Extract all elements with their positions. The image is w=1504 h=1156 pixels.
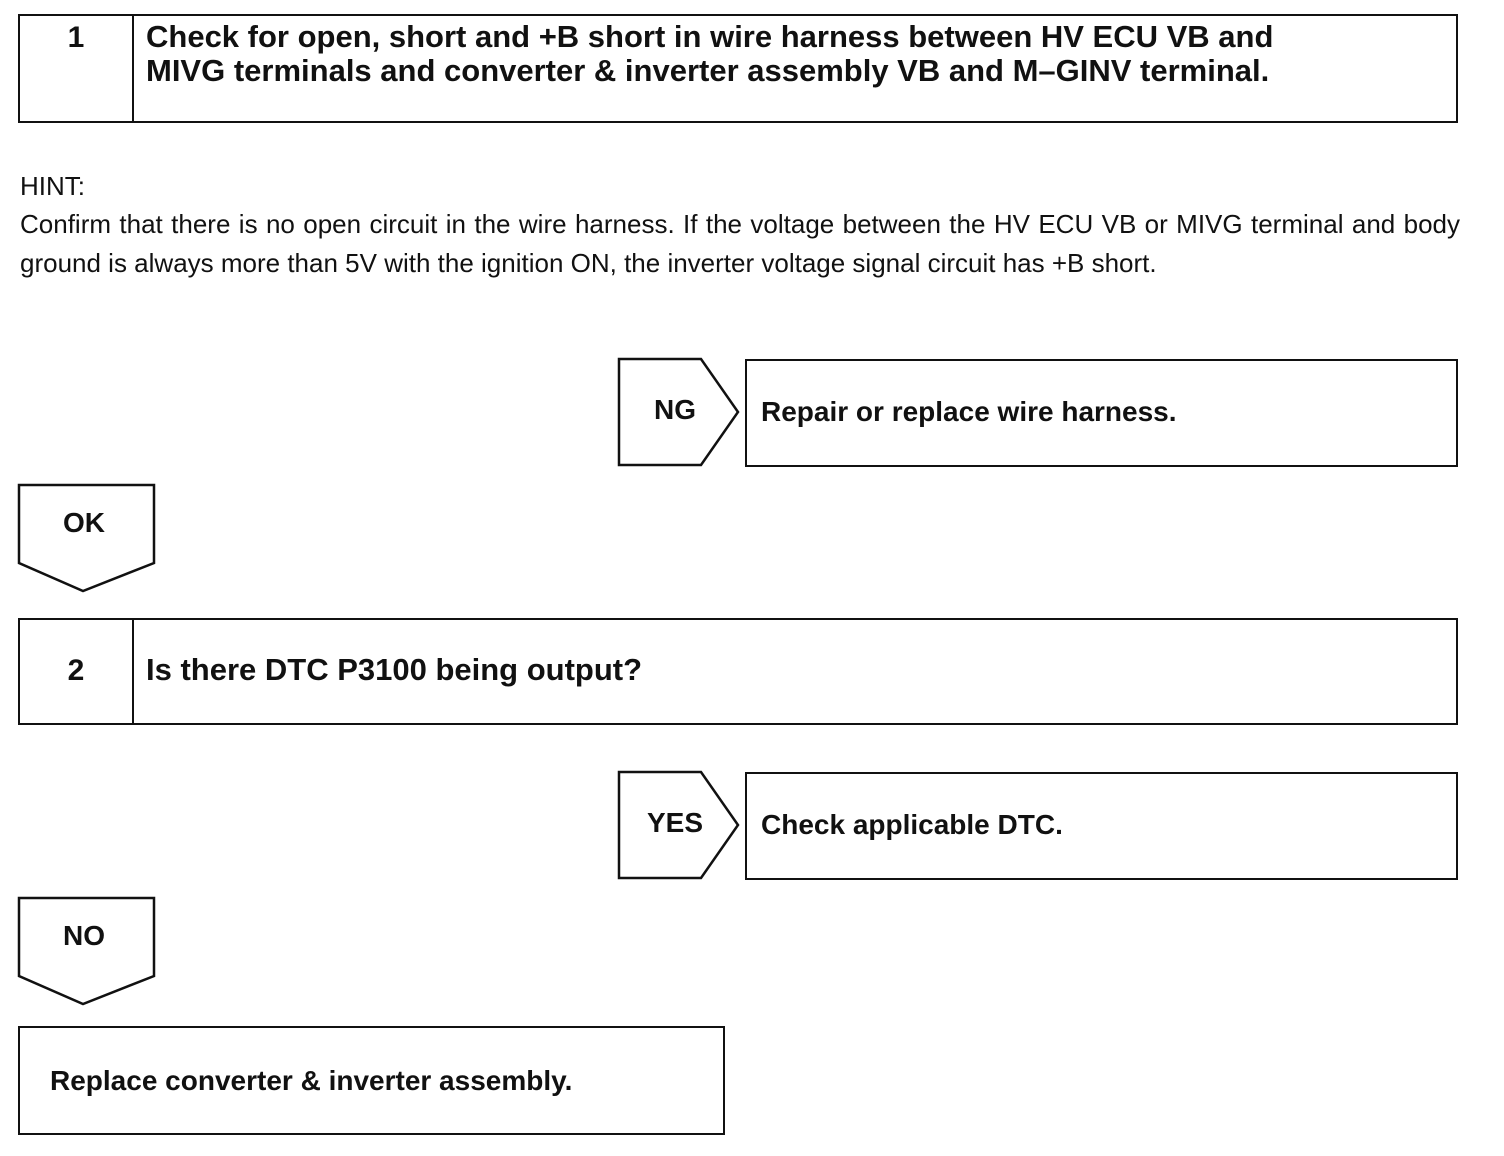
step-2-title: Is there DTC P3100 being output?: [146, 652, 643, 687]
final-action-text: Replace converter & inverter assembly.: [50, 1065, 573, 1096]
step-2-number: 2: [20, 620, 134, 723]
yes-label: YES: [646, 807, 704, 838]
step-1-title-line-1: Check for open, short and +B short in wire harness between HV ECU VB and: [146, 19, 1274, 54]
hint-text: Confirm that there is no open circuit in the wire harness. If the voltage between the HV ECU VB or MIVG terminal and body ground is always more than 5V with the ignition ON, the inverter voltage signal circuit has +B short.: [20, 209, 1460, 278]
ng-label: NG: [654, 394, 696, 425]
hint-label: HINT:: [20, 171, 85, 201]
ng-action-text: Repair or replace wire harness.: [761, 396, 1177, 427]
yes-action-text: Check applicable DTC.: [761, 809, 1063, 840]
step-1-title-line-2: MIVG terminals and converter & inverter assembly VB and M–GINV terminal.: [146, 53, 1270, 88]
final-action-box: [18, 1026, 725, 1135]
step-1-number: 1: [20, 16, 134, 121]
no-label: NO: [63, 920, 105, 951]
ok-label: OK: [63, 507, 105, 538]
